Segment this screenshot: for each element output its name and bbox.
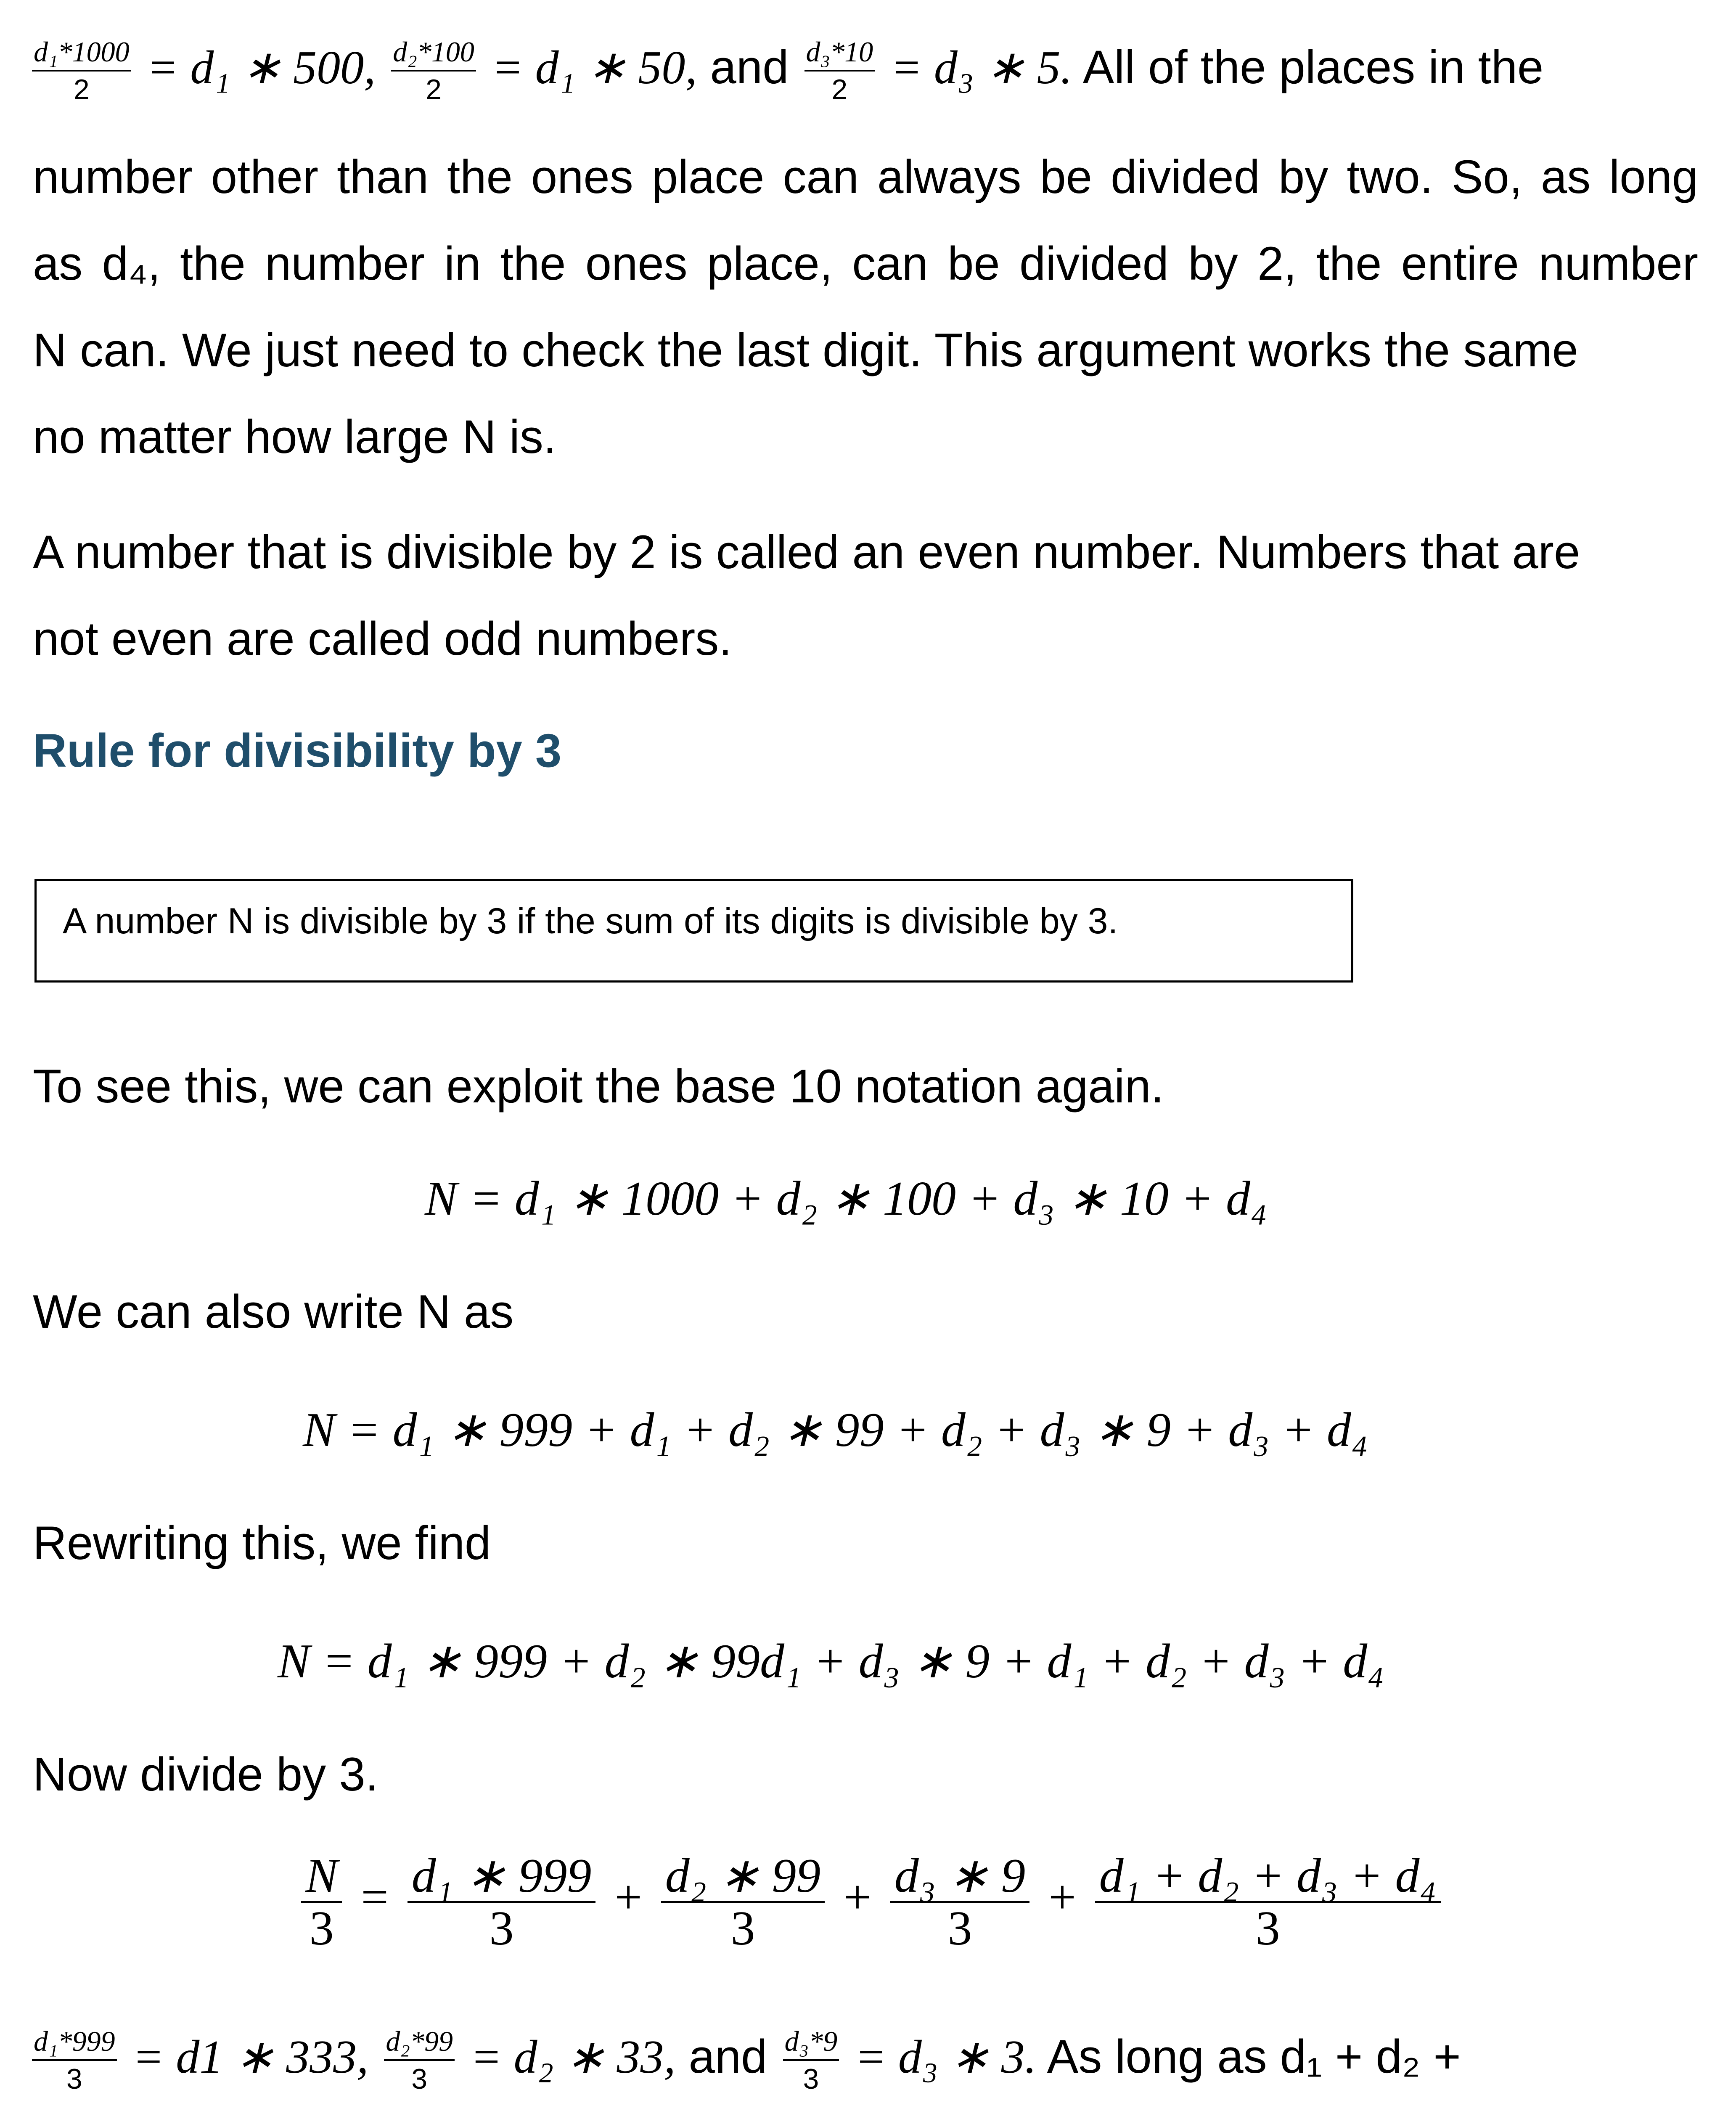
rule-box (34, 879, 1353, 983)
fraction-d3-9: $\frac{\text{d₃*9}}{3}$ (783, 2023, 839, 2097)
and-word: and (688, 2030, 767, 2083)
fraction-d1-999: $\frac{\text{d₁*999}}{3}$ (32, 2023, 117, 2097)
fraction-term1: $\frac{\text{d₁ ∗ 999}}{3}$ (408, 1851, 596, 1954)
fraction-d2-99: $\frac{\text{d₂*99}}{3}$ (384, 2023, 455, 2097)
fraction-d3-10: $\frac{\text{d₃*10}}{2}$ (804, 34, 875, 108)
section-heading: Rule for divisibility by 3 (33, 724, 562, 777)
equation-base10: N = d₁ ∗ 1000 + d₂ ∗ 100 + d₃ ∗ 10 + d₄ (425, 1172, 1268, 1226)
plus-sign: + (1048, 1870, 1076, 1925)
body-text: We can also write N as (33, 1285, 514, 1338)
paragraph-line: number other than the ones place can always be divided by two. So, as long (33, 151, 1698, 203)
plus-sign: + (614, 1870, 642, 1925)
final-equation-line (29, 2015, 1461, 2099)
fraction-lhs: $\frac{N}{3}$ (301, 1851, 342, 1954)
body-text: Rewriting this, we find (33, 1517, 491, 1569)
equation-text: = d1 ∗ 333, (132, 2031, 369, 2083)
fraction-term4: $\frac{\text{d₁ + d₂ + d₃ + d₄}}{3}$ (1095, 1851, 1441, 1954)
body-text: Now divide by 3. (33, 1748, 378, 1801)
body-text: As long as d₁ + d₂ + (1047, 2030, 1461, 2083)
equation-text: = d₃ ∗ 5. (890, 42, 1072, 94)
paragraph-line: A number that is divisible by 2 is called an even number. Numbers that are (33, 526, 1580, 578)
equals-sign: = (361, 1870, 389, 1925)
equation-text: = d₁ ∗ 50, (492, 42, 697, 94)
and-word: and (710, 41, 789, 93)
equation-text: = d₃ ∗ 3. (855, 2031, 1037, 2083)
intro-text: To see this, we can exploit the base 10 notation again. (33, 1060, 1164, 1112)
paragraph-line: not even are called odd numbers. (33, 612, 732, 665)
top-equation-line (29, 25, 1543, 110)
body-text: All of the places in the (1082, 41, 1544, 93)
fraction-term3: $\frac{\text{d₃ ∗ 9}}{3}$ (890, 1851, 1030, 1954)
fraction-d2-100: $\frac{\text{d₂*100}}{2}$ (391, 34, 476, 108)
fraction-d1-1000: $\frac{\text{d₁*1000}}{2}$ (32, 34, 131, 108)
equation-split: N = d₁ ∗ 999 + d₁ + d₂ ∗ 99 + d₂ + d₃ ∗ 9 + d₃ + d₄ (303, 1403, 1368, 1457)
equation-text: = d₁ ∗ 500, (146, 42, 376, 94)
fraction-term2: $\frac{\text{d₂ ∗ 99}}{3}$ (661, 1851, 825, 1954)
rule-text: A number N is divisible by 3 if the sum of its digits is divisible by 3. (63, 901, 1118, 941)
paragraph-line: N can. We just need to check the last digit. This argument works the same (33, 324, 1578, 376)
plus-sign: + (844, 1870, 871, 1925)
paragraph-line (33, 220, 1698, 307)
paragraph-line-text: as d₄, the number in the ones place, can be divided by 2, the entire number (33, 237, 1698, 290)
equation-divided (294, 1851, 1448, 1954)
paragraph-line: no matter how large N is. (33, 411, 556, 463)
equation-regroup: N = d₁ ∗ 999 + d₂ ∗ 99d₁ + d₃ ∗ 9 + d₁ + d₂ + d₃ + d₄ (278, 1634, 1384, 1688)
equation-text: = d₂ ∗ 33, (470, 2031, 676, 2083)
